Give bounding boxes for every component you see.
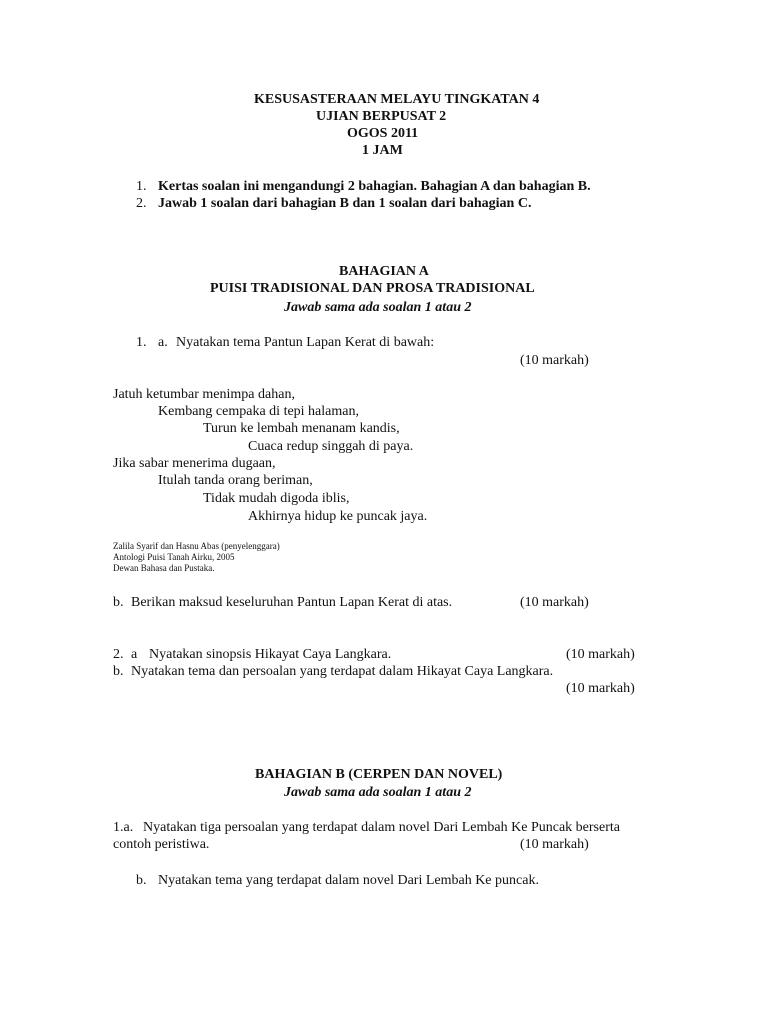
instruction-number: 2. — [136, 196, 147, 211]
question-text-continued: contoh peristiwa. — [113, 837, 210, 852]
poem-line: Akhirnya hidup ke puncak jaya. — [248, 509, 428, 524]
question-number: 1.a. — [113, 820, 134, 835]
question-text: Nyatakan tema dan persoalan yang terdapat dalam Hikayat Caya Langkara. — [131, 664, 554, 679]
header-duration: 1 JAM — [362, 143, 403, 158]
section-a-subtitle: PUISI TRADISIONAL DAN PROSA TRADISIONAL — [210, 281, 535, 296]
question-text: Berikan maksud keseluruhan Pantun Lapan Kerat di atas. — [131, 595, 453, 610]
poem-line: Turun ke lembah menanam kandis, — [203, 421, 400, 436]
poem-line: Cuaca redup singgah di paya. — [248, 439, 414, 454]
question-number: 2. — [113, 647, 124, 662]
question-marks: (10 markah) — [520, 837, 589, 852]
question-part-label: a. — [158, 335, 168, 350]
instruction-number: 1. — [136, 179, 147, 194]
question-marks: (10 markah) — [566, 681, 635, 696]
header-date: OGOS 2011 — [347, 126, 419, 141]
source-citation: Antologi Puisi Tanah Airku, 2005 — [113, 552, 235, 562]
question-marks: (10 markah) — [520, 353, 589, 368]
header-exam-name: UJIAN BERPUSAT 2 — [316, 109, 447, 124]
poem-line: Jatuh ketumbar menimpa dahan, — [113, 387, 295, 402]
instruction-item: Kertas soalan ini mengandungi 2 bahagian. Bahagian A dan bahagian B. — [158, 179, 591, 194]
question-part-label: a — [131, 647, 138, 662]
question-text: Nyatakan tema Pantun Lapan Kerat di bawah: — [176, 335, 435, 350]
question-part-label: b. — [136, 873, 147, 888]
section-b-instruction: Jawab sama ada soalan 1 atau 2 — [284, 785, 472, 800]
question-part-label: b. — [113, 664, 124, 679]
source-citation: Zalila Syarif dan Hasnu Abas (penyelenggara) — [113, 541, 280, 551]
section-a-instruction: Jawab sama ada soalan 1 atau 2 — [284, 300, 472, 315]
question-text: Nyatakan tiga persoalan yang terdapat dalam novel Dari Lembah Ke Puncak berserta — [143, 820, 620, 835]
source-citation: Dewan Bahasa dan Pustaka. — [113, 563, 215, 573]
question-text: Nyatakan sinopsis Hikayat Caya Langkara. — [149, 647, 392, 662]
question-part-label: b. — [113, 595, 124, 610]
header-title: KESUSASTERAAN MELAYU TINGKATAN 4 — [254, 92, 540, 107]
question-text: Nyatakan tema yang terdapat dalam novel Dari Lembah Ke puncak. — [158, 873, 539, 888]
poem-line: Kembang cempaka di tepi halaman, — [158, 404, 359, 419]
question-marks: (10 markah) — [566, 647, 635, 662]
poem-line: Itulah tanda orang beriman, — [158, 473, 313, 488]
instruction-item: Jawab 1 soalan dari bahagian B dan 1 soalan dari bahagian C. — [158, 196, 532, 211]
section-a-title: BAHAGIAN A — [339, 264, 429, 279]
poem-line: Jika sabar menerima dugaan, — [113, 456, 276, 471]
question-number: 1. — [136, 335, 147, 350]
question-marks: (10 markah) — [520, 595, 589, 610]
section-b-title: BAHAGIAN B (CERPEN DAN NOVEL) — [255, 767, 503, 782]
poem-line: Tidak mudah digoda iblis, — [203, 491, 350, 506]
